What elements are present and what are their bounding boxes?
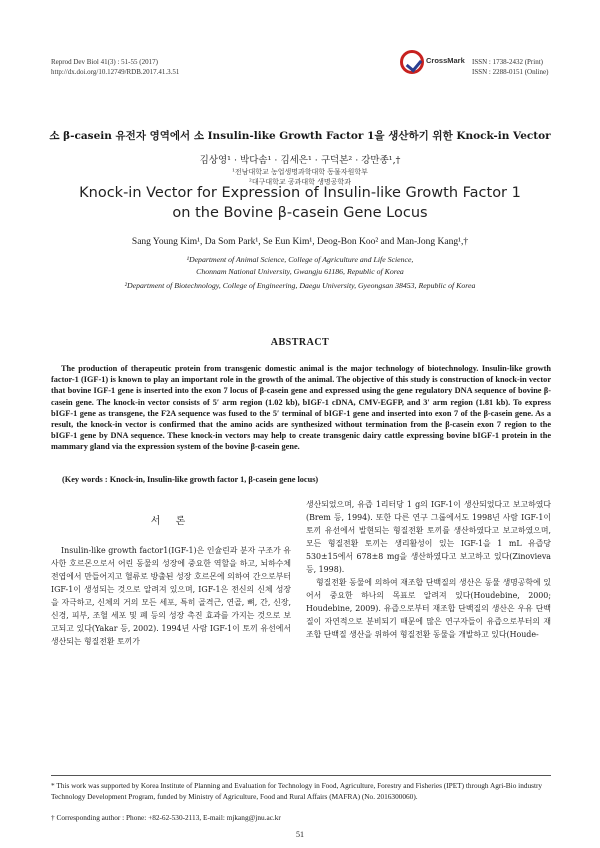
title-english-line2: on the Bovine β-casein Gene Locus — [172, 205, 428, 221]
issn-online: ISSN : 2288-0151 (Online) — [472, 68, 549, 76]
column-right — [306, 498, 551, 641]
authors-korean: 김상영¹ · 박다솜¹ · 김세은¹ · 구덕본² · 강만종¹,† — [199, 155, 401, 166]
crossmark-badge[interactable] — [400, 48, 465, 78]
doi-link[interactable]: http://dx.doi.org/10.12749/RDB.2017.41.3.51 — [51, 68, 180, 76]
issn-print: ISSN : 1738-2432 (Print) — [472, 58, 543, 66]
corresponding-author-footnote: † Corresponding author : Phone: +82-62-530-2113, E-mail: mjkang@jnu.ac.kr — [51, 813, 281, 822]
affiliation-english-3: ²Department of Biotechnology, College of Engineering, Daegu University, Gyeongsan 38453, Republic of Korea — [124, 281, 476, 290]
footnote-divider — [51, 775, 551, 776]
journal-citation: Reprod Dev Biol 41(3) : 51-55 (2017) — [51, 58, 158, 66]
affiliation-english-2: Chonnam National University, Gwangju 61186, Republic of Korea — [196, 267, 404, 276]
keywords: (Key words : Knock-in, Insulin-like growth factor 1, β-casein gene locus) — [62, 475, 319, 484]
title-english-line1: Knock-in Vector for Expression of Insulin-like Growth Factor 1 — [79, 185, 521, 201]
intro-paragraph-1: Insulin-like growth factor1(IGF-1)은 인슐린과 분자 구조가 유사한 호르몬으로서 어린 동물의 성장에 중요한 역할을 하고, 뇌하수체 전엽에서 만들어지고 혈류로 방출된 성장 호르몬에 의하여 간으로부터 IGF-1이 생성되는 것으로 알려져 있으며, IGF-1은 전신의 신체 성장을 자극하고, 신체의 거의 모든 세포, 특히 골격근, 연골, 뼈, 간, 신장, 신경, 피부, 조혈 세포 및 폐 등의 성장 촉진 효과를 가지는 것으로 보고되고 있다(Yakar 등, 2002). 1994년 사람 IGF-1이 토끼 유선에서 생산되는 형질전환 토끼가 — [51, 546, 291, 646]
section-heading-introduction: 서 론 — [150, 516, 192, 527]
title-korean: 소 β-casein 유전자 영역에서 소 Insulin-like Growth Factor 1을 생산하기 위한 Knock-in Vector — [49, 130, 551, 142]
abstract-heading: ABSTRACT — [270, 337, 330, 348]
abstract-body: The production of therapeutic protein from transgenic domestic animal is the major technology of biotechnology. Insulin-like growth factor-1 (IGF-1) is known to play an important role in the growth of the animal. The objective of this study is construction of knock-in vector that bovine IGF-1 gene is inserted into the exon 7 locus of β-casein gene and expressed using the gene regulatory DNA sequence of bovine β-casein gene. The knock-in vector consists of 5′ arm region (1.02 kb), bIGF-1 cDNA, CMV-EGFP, and 3′ arm region (1.81 kb). To express bIGF-1 gene as transgene, the F2A sequence was fused to the 5′ terminal of bIGF-1 gene and inserted into exon 7 of the β-casein gene. As a result, the knock-in vector is confirmed that the amino acids are synthesized without termination from the β-casein exon 7 region to the bIGF-1 gene by DNA sequence. These knock-in vectors may help to create transgenic dairy cattle expressing bovine bIGF-1 protein in the mammary gland via the expression system of the bovine β-casein gene. — [51, 364, 551, 452]
affiliation-korean-2: ²대구대학교 공과대학 생명공학과 — [249, 178, 351, 186]
funding-footnote: * This work was supported by Korea Institute of Planning and Evaluation for Technology in Food, Agriculture, Forestry and Fisheries (IPET) through Agri-Bio industry Technology Development Program, funded by Ministry of Agriculture, Food and Rural Affairs (MAFRA) (No. 2016300060). — [51, 781, 543, 801]
intro-paragraph-continued: 생산되었으며, 유즙 1리터당 1 g의 IGF-1이 생산되었다고 보고하였다(Brem 등, 1994). 또한 다른 연구 그룹에서도 1998년 사람 IGF-1이 토끼 유선에서 발현되는 형질전환 토끼를 생산하였다고 보고하였으며, 모든 형질전환 토끼는 생리활성이 있는 IGF-1을 1 mL 유즙당 530±15에서 678±8 mg을 생산하였다고 보고하고 있다(Zinovieva 등, 1998). — [306, 500, 551, 574]
title-english — [60, 183, 540, 223]
intro-paragraph-2: 형질전환 동물에 의하여 재조합 단백질의 생산은 동물 생명공학에 있어서 중요한 하나의 목표로 알려져 있다(Houdebine, 2000; Houdebine, 2009). 유즙으로부터 재조합 단백질의 생산은 우유 단백질이 자연적으로 분비되기 때문에 많은 연구자들이 유즙으로부터의 재조합 단백질 생산을 위하여 형질전환 동물을 개발하고 있다(Houde- — [306, 578, 551, 639]
affiliation-korean-1: ¹전남대학교 농업생명과학대학 동물자원학부 — [232, 168, 368, 176]
crossmark-icon — [400, 50, 424, 74]
authors-english: Sang Young Kim¹, Da Som Park¹, Se Eun Kim¹, Deog-Bon Koo² and Man-Jong Kang¹,† — [131, 237, 469, 247]
page-number: 51 — [296, 830, 304, 839]
column-left — [51, 544, 291, 648]
affiliation-english-1: ¹Department of Animal Science, College of Agriculture and Life Science, — [186, 255, 414, 264]
crossmark-label: CrossMark — [426, 56, 465, 65]
